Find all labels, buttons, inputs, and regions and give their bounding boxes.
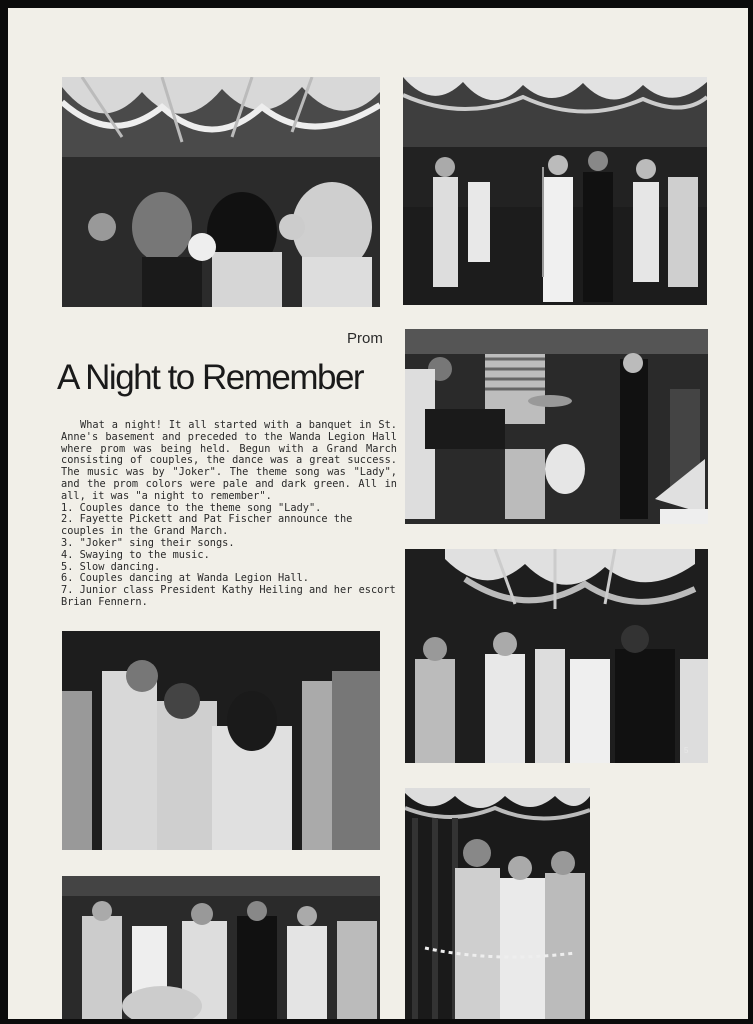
page-number: 5 [684,746,689,755]
photo-class-president-escort [405,788,590,1019]
page-title: A Night to Remember [57,358,364,397]
photo-joker-band [405,329,708,524]
photo-slow-dancing [62,631,380,850]
photo-couples-legion-hall [62,876,380,1019]
caption-4: 4. Swaying to the music. [61,548,210,561]
yearbook-page [8,8,748,1019]
intro-paragraph: What a night! It all started with a banquet in St. Anne's basement and preceded to the Wanda Legion Hall where prom was being held. Begun with a Grand March consisting of couples, the dance was a great success. The music was by "Joker". The theme song was "Lady", and the prom colors were pale and dark green. All in all, it was "a night to remember". [61,419,397,502]
caption-3: 3. "Joker" sing their songs. [61,536,235,549]
section-label: Prom [347,330,383,347]
caption-5: 5. Slow dancing. [61,560,161,573]
photo-grand-march [403,77,707,305]
caption-6: 6. Couples dancing at Wanda Legion Hall. [61,572,309,585]
photo-swaying-to-music [405,549,708,763]
article-body [61,420,397,609]
photo-couples-dancing-theme-song [62,77,380,307]
caption-2: 2. Fayette Pickett and Pat Fischer announce the couples in the Grand March. [61,513,353,538]
caption-1: 1. Couples dance to the theme song "Lady". [61,501,322,514]
photo-captions [61,503,397,609]
caption-7: 7. Junior class President Kathy Heiling and her escort Brian Fennern. [61,584,396,608]
